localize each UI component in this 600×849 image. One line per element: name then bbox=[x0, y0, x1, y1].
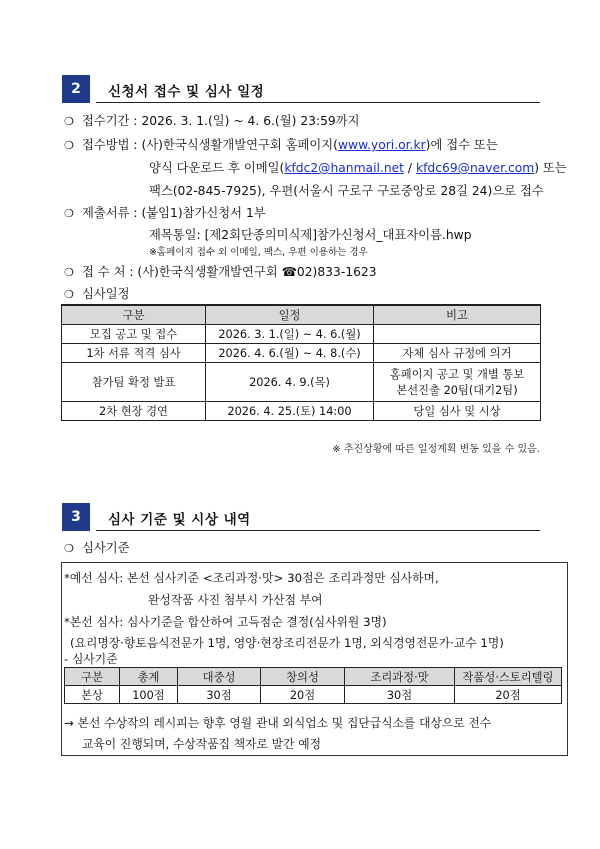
table-row: 2차 현장 경연 2026. 4. 25.(토) 14:00 당일 심사 및 시상 bbox=[62, 402, 541, 421]
criteria-box bbox=[61, 562, 568, 756]
schedule-col-note: 비고 bbox=[374, 305, 541, 325]
criteria-table bbox=[64, 667, 562, 704]
bullet-icon: ❍ bbox=[64, 542, 74, 555]
schedule-col-category: 구분 bbox=[62, 305, 206, 325]
criteria-label: ❍ 심사기준 bbox=[64, 541, 130, 555]
email-link-1[interactable]: kfdc2@hanmail.net bbox=[284, 161, 405, 175]
submission-docs-note: ※홈페이지 접수 외 이메일, 팩스, 우편 이용하는 경우 bbox=[149, 247, 368, 258]
schedule-header-row bbox=[62, 305, 541, 325]
award-recipe-text: → 본선 수상작의 레시피는 향후 영월 관내 외식업소 및 집단급식소를 대상으로 전수 bbox=[64, 716, 492, 730]
table-row: 본상 100점 30점 20점 30점 20점 bbox=[65, 686, 562, 704]
schedule-label: ❍ 심사일정 bbox=[64, 287, 130, 301]
section-2-number: 2 bbox=[62, 75, 90, 103]
section-3-header bbox=[62, 503, 540, 531]
criteria-header-row: 구분 총계 대중성 창의성 조리과정·맛 작품성·스토리텔링 bbox=[65, 668, 562, 686]
judges-composition: (요리명장·향토음식전문가 1명, 영양·현장조리전문가 1명, 외식경영전문가·교수 1명) bbox=[70, 636, 504, 650]
section-3-rule bbox=[96, 530, 540, 531]
final-judging-text: *본선 심사: 심사기준을 합산하여 고득점순 결정(심사위원 3명) bbox=[64, 615, 387, 629]
application-method-line2: 양식 다운로드 후 이메일(kfdc2@hanmail.net / kfdc69@naver.com) 또는 bbox=[149, 161, 567, 175]
submission-docs: ❍ 제출서류 : (붙임1)참가신청서 1부 bbox=[64, 206, 266, 220]
table-row: 참가팀 확정 발표 2026. 4. 9.(목) 홈페이지 공고 및 개별 통보 본선진출 20팀(대기2팀) bbox=[62, 363, 541, 402]
section-2-rule bbox=[96, 102, 540, 103]
section-2-title: 신청서 접수 및 심사 일정 bbox=[108, 84, 265, 100]
bullet-icon: ❍ bbox=[64, 139, 74, 152]
prelim-judging-text-2: 완성작품 사진 첨부시 가산점 부여 bbox=[148, 593, 323, 607]
bullet-icon: ❍ bbox=[64, 288, 74, 301]
table-row: 모집 공고 및 접수 2026. 3. 1.(일) ~ 4. 6.(월) bbox=[62, 325, 541, 344]
submission-docs-filename: 제목통일: [제2회단종의미식제]참가신청서_대표자이름.hwp bbox=[149, 228, 472, 242]
application-method-line3: 팩스(02-845-7925), 우편(서울시 구로구 구로중앙로 28길 24)으로 접수 bbox=[149, 184, 544, 198]
table-row: 1차 서류 적격 심사 2026. 4. 6.(월) ~ 4. 8.(수) 자체 심사 규정에 의거 bbox=[62, 344, 541, 363]
application-period: ❍ 접수기간 : 2026. 3. 1.(일) ~ 4. 6.(월) 23:59까지 bbox=[64, 114, 360, 128]
bullet-icon: ❍ bbox=[64, 207, 74, 220]
schedule-footnote: ※ 추진상황에 따른 일정계획 변동 있을 수 있음. bbox=[332, 444, 540, 455]
contact-office: ❍ 접 수 처 : (사)한국식생활개발연구회 ☎02)833-1623 bbox=[64, 265, 377, 279]
email-link-2[interactable]: kfdc69@naver.com bbox=[415, 161, 535, 175]
schedule-col-date: 일정 bbox=[206, 305, 374, 325]
award-recipe-text-2: 교육이 진행되며, 수상작품집 책자로 발간 예정 bbox=[82, 737, 322, 751]
section-3-number: 3 bbox=[62, 503, 90, 531]
bullet-icon: ❍ bbox=[64, 115, 74, 128]
criteria-sublabel: - 심사기준 bbox=[64, 652, 118, 666]
section-2-header bbox=[62, 75, 540, 103]
website-link[interactable]: www.yori.or.kr bbox=[337, 138, 426, 152]
section-3-title: 심사 기준 및 시상 내역 bbox=[108, 512, 251, 528]
schedule-table bbox=[61, 304, 541, 421]
application-method: ❍ 접수방법 : (사)한국식생활개발연구회 홈페이지(www.yori.or.kr)에 접수 또는 bbox=[64, 138, 498, 152]
prelim-judging-text: *예선 심사: 본선 심사기준 <조리과정·맛> 30점은 조리과정만 심사하며, bbox=[64, 571, 439, 585]
bullet-icon: ❍ bbox=[64, 266, 74, 279]
